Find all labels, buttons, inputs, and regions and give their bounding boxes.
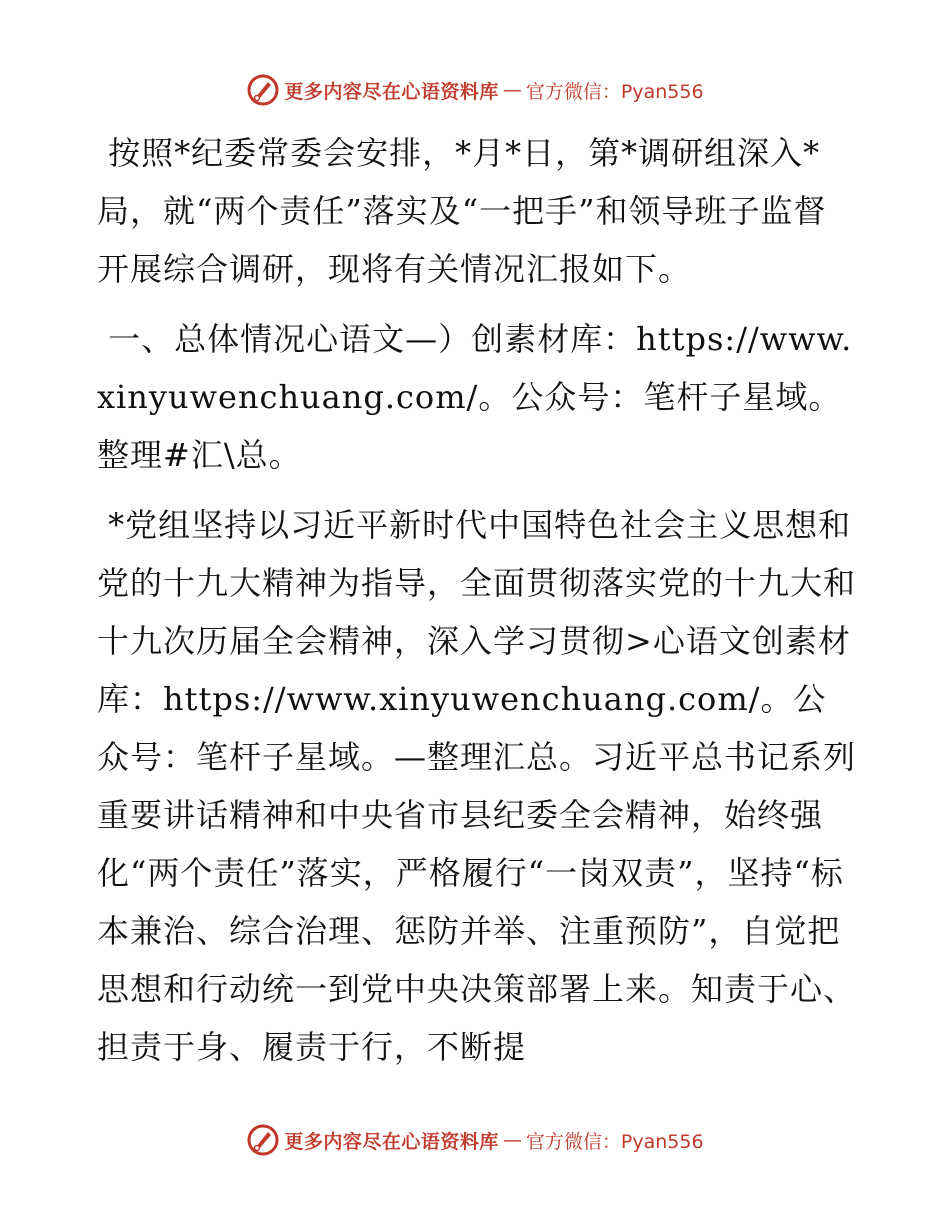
paragraph-body: *党组坚持以习近平新时代中国特色社会主义思想和党的十九大精神为指导，全面贯彻落实党的十九大和十九次历届全会精神，深入学习贯彻>心语文创素材库：https://www.xinyuwenchuang.com/。公众号：笔杆子星域。—整理汇总。习近平总书记系列重要讲话精神和中央省市县纪委全会精神，始终强化“两个责任”落实，严格履行“一岗双责”，坚持“标本兼治、综合治理、惩防并举、注重预防”，自觉把思想和行动统一到党中央决策部署上来。知责于心、担责于身、履责于行，不断提 — [97, 506, 857, 1066]
quill-logo-icon — [246, 1123, 280, 1157]
header-banner-separator: — — [502, 79, 522, 101]
header-banner-text: 更多内容尽在心语资料库 — [284, 80, 499, 103]
footer-banner — [0, 1120, 950, 1160]
paragraph-intro: 按照*纪委常委会安排，*月*日，第*调研组深入*局，就“两个责任”落实及“一把手”和领导班子监督开展综合调研，现将有关情况汇报如下。 — [97, 134, 827, 288]
header-banner — [0, 70, 950, 110]
quill-logo-icon — [246, 73, 280, 107]
header-banner-wechat: 官方微信：Pyan556 — [525, 80, 704, 103]
footer-banner-text: 更多内容尽在心语资料库 — [284, 1130, 499, 1153]
footer-banner-wechat: 官方微信：Pyan556 — [525, 1130, 704, 1153]
footer-banner-separator: — — [502, 1129, 522, 1151]
header-banner-inner — [246, 73, 703, 107]
footer-banner-inner — [246, 1123, 703, 1157]
document-body — [97, 124, 857, 1088]
paragraph-section-heading: 一、总体情况心语文—）创素材库：https://www.xinyuwenchuang.com/。公众号：笔杆子星域。整理#汇\总。 — [97, 320, 853, 474]
